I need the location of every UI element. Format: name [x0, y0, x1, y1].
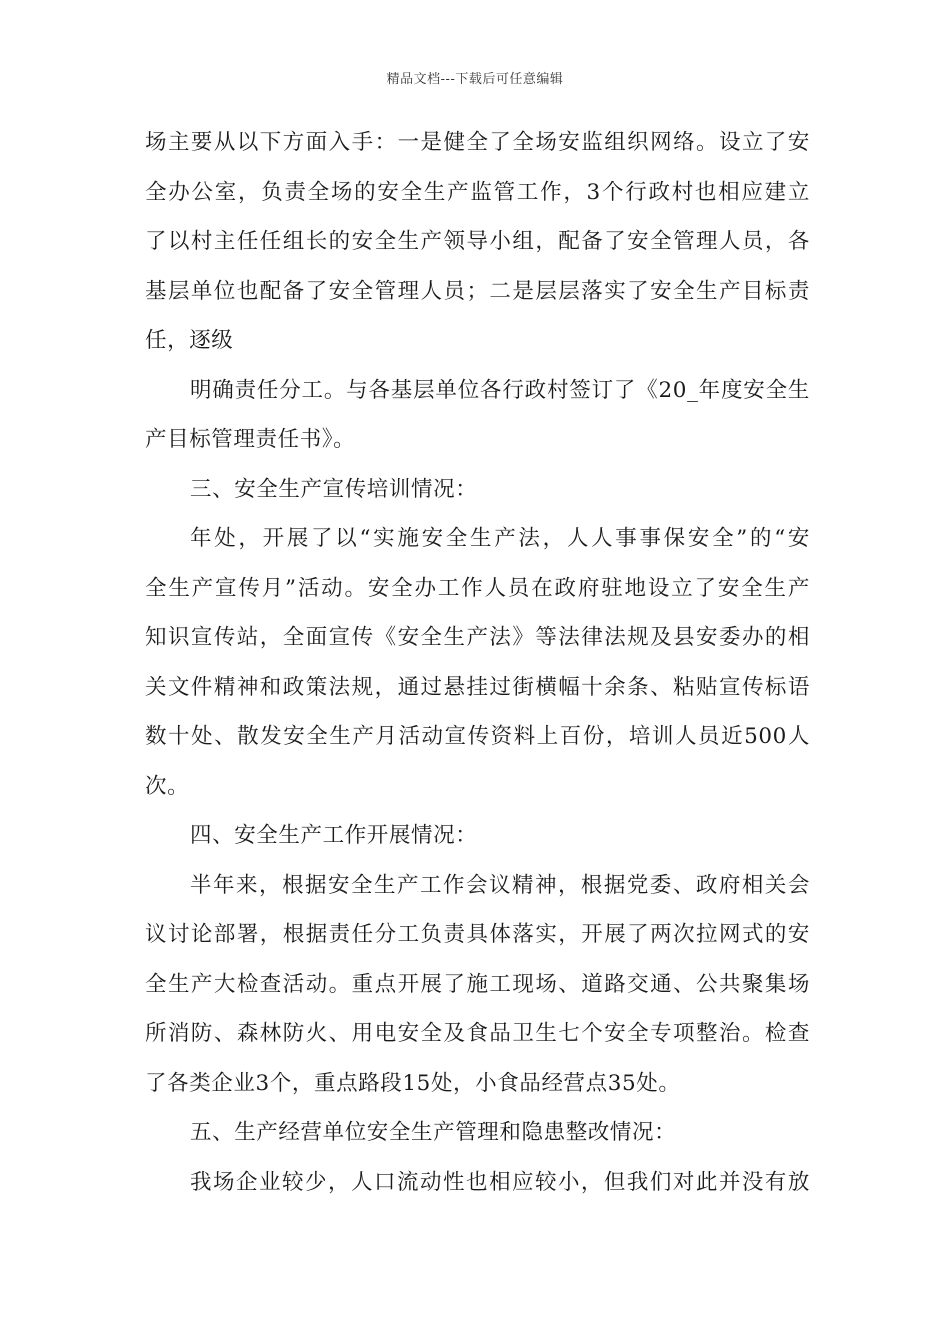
- text-line: 次。: [145, 773, 190, 799]
- text-line: 全生产大检查活动。重点开展了施工现场、道路交通、公共聚集场: [145, 971, 810, 997]
- text-line: 任，逐级: [145, 328, 234, 353]
- text-line: 全生产宣传月”活动。安全办工作人员在政府驻地设立了安全生产: [145, 575, 810, 601]
- text-line: 全办公室，负责全场的安全生产监管工作，3个行政村也相应建立: [145, 179, 810, 205]
- text-line: 所消防、森林防火、用电安全及食品卫生七个安全专项整治。检查: [145, 1021, 810, 1046]
- text-line: 了以村主任任组长的安全生产领导小组，配备了安全管理人员，各: [145, 229, 810, 254]
- text-line: 知识宣传站，全面宣传《安全生产法》等法律法规及县安委办的相: [145, 625, 810, 650]
- text-line: 议讨论部署，根据责任分工负责具体落实，开展了两次拉网式的安: [145, 922, 810, 947]
- text-line: 数十处、散发安全生产月活动宣传资料上百份，培训人员近500人: [145, 724, 810, 749]
- text-line: 五、生产经营单位安全生产管理和隐患整改情况：: [190, 1120, 677, 1145]
- document-body: [145, 128, 810, 1217]
- text-line: 年处，开展了以“实施安全生产法，人人事事保安全”的“安: [190, 526, 810, 551]
- text-line: 产目标管理责任书》。: [145, 427, 356, 452]
- text-line: 我场企业较少，人口流动性也相应较小，但我们对此并没有放: [190, 1169, 810, 1195]
- text-line: 四、安全生产工作开展情况：: [190, 823, 478, 848]
- text-line: 明确责任分工。与各基层单位各行政村签订了《20_年度安全生: [190, 377, 810, 403]
- text-line: 基层单位也配备了安全管理人员；二是层层落实了安全生产目标责: [145, 278, 810, 304]
- text-line: 三、安全生产宣传培训情况：: [190, 476, 478, 502]
- text-line: 半年来，根据安全生产工作会议精神，根据党委、政府相关会: [190, 872, 810, 898]
- text-line: 场主要从以下方面入手：一是健全了全场安监组织网络。设立了安: [145, 130, 810, 155]
- page-header: 精品文档---下载后可任意编辑: [386, 72, 564, 87]
- text-line: 关文件精神和政策法规，通过悬挂过街横幅十余条、粘贴宣传标语: [145, 674, 810, 700]
- text-line: 了各类企业3个，重点路段15处，小食品经营点35处。: [145, 1070, 681, 1096]
